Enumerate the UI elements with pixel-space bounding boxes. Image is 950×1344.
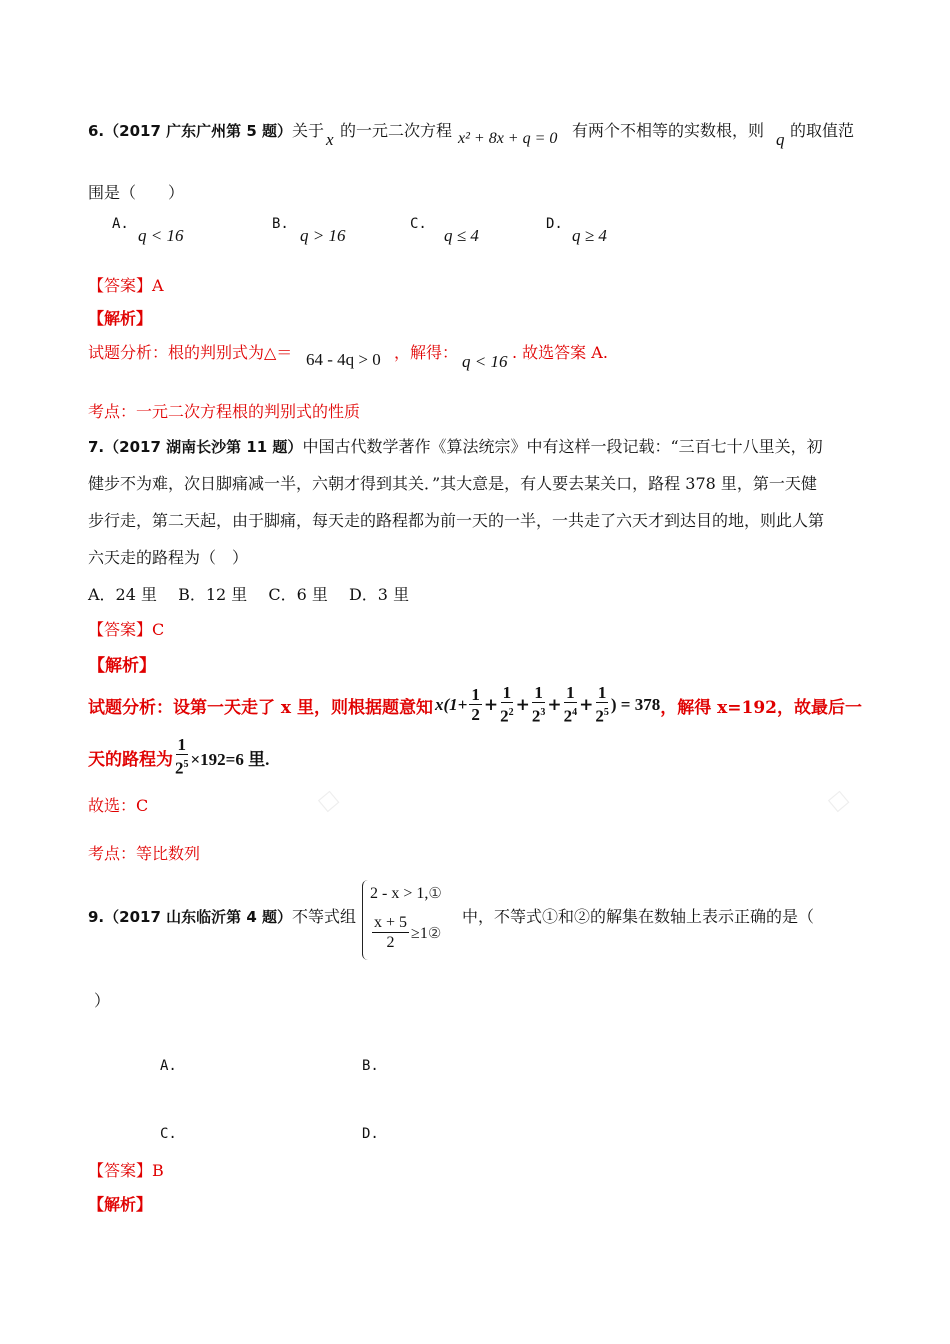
q6-text2: 的一元二次方程 (340, 121, 453, 140)
q7-options: A．24 里 B．12 里 C．6 里 D．3 里 (88, 585, 410, 604)
q6-solution-text3: . 故选答案 A. (512, 343, 608, 362)
plus-sign: + (483, 695, 499, 715)
q6-text5: 围是（ ） (88, 183, 185, 202)
q9-text2: 中，不等式①和②的解集在数轴上表示正确的是（ (462, 907, 815, 926)
q9-answer: 【答案】B (88, 1161, 164, 1180)
q7-frac-3: $\frac{1}{2^3}$ (531, 682, 546, 726)
q6-option-b-label: B. (272, 216, 289, 232)
q7-kaodian: 考点：等比数列 (88, 844, 201, 863)
q6-line1 (88, 118, 324, 141)
q9-line1 (88, 904, 356, 927)
q9-heading: 9.（2017 山东临沂第 4 题） (88, 908, 292, 926)
q6-solution-text: 试题分析：根的判别式为△＝ (88, 343, 293, 362)
q7-solution-text2: ，解得 x=192，故最后一 (660, 697, 862, 718)
q6-text: 关于 (292, 121, 325, 140)
q7-solution-text4: ×192=6 里. (190, 749, 270, 769)
q6-text4: 的取值范 (790, 121, 855, 140)
q6-option-b: q > 16 (300, 226, 346, 245)
plus-sign: + (547, 695, 562, 715)
q7-frac-1: $\frac{1}{2}$ (471, 684, 480, 724)
q7-eq-lead: x(1+ (434, 695, 468, 714)
q7-line3: 步行走，第二天起，由于脚痛，每天走的路程都为前一天的一半，一共走了六天才到达目的地，则此人第 (88, 511, 825, 530)
q7-eq-tail: ) = 378 (610, 695, 661, 714)
q9-ineq1: 2 - x > 1,① (370, 885, 442, 902)
q6-solution-text2: ，解得： (394, 343, 459, 362)
q7-solution-text: 试题分析：设第一天走了 x 里，则根据题意知 (88, 697, 433, 718)
q6-solution-expr1: 64 - 4q > 0 (306, 350, 381, 369)
plus-sign: + (579, 695, 594, 715)
q6-text3: 有两个不相等的实数根，则 (572, 121, 765, 140)
q9-option-a: A. (160, 1058, 177, 1074)
q6-option-d: q ≥ 4 (572, 226, 607, 245)
q7-heading: 7.（2017 湖南长沙第 11 题） (88, 438, 303, 456)
q7-text1: 中国古代数学著作《算法统宗》中有这样一段记载：“三百七十八里关，初 (302, 437, 823, 456)
q6-equation: x² + 8x + q = 0 (458, 130, 558, 147)
q9-analysis-tag: 【解析】 (88, 1195, 153, 1214)
q6-solution-expr2: q < 16 (462, 352, 508, 371)
q7-frac-5: $\frac{1}{2^5}$ (595, 682, 609, 726)
plus-sign: + (515, 695, 530, 715)
q7-guxuan: 故选：C (88, 796, 149, 815)
watermark-mark: □ (312, 784, 343, 816)
q7-solution-text3: 天的路程为 (88, 749, 173, 770)
q7-line1 (88, 434, 823, 457)
q6-option-a: q < 16 (138, 226, 184, 245)
q7-solution-line2 (88, 734, 269, 780)
q9-option-c: C. (160, 1126, 177, 1142)
q7-final-frac: $\frac{1}{2^5}$ (175, 734, 189, 778)
q9-close: ） (94, 991, 111, 1010)
q7-frac-4: $\frac{1}{2^4}$ (563, 682, 578, 726)
q9-option-b: B. (362, 1058, 379, 1074)
q7-frac-2: $\frac{1}{2^2}$ (500, 682, 514, 726)
watermark-mark: □ (822, 784, 853, 816)
q6-option-a-label: A. (112, 216, 129, 232)
q7-analysis-tag: 【解析】 (88, 656, 156, 676)
q6-kaodian: 考点：一元二次方程根的判别式的性质 (88, 402, 361, 421)
q6-var-q: q (776, 130, 785, 149)
q9-brace (362, 880, 369, 960)
q9-text1: 不等式组 (292, 907, 357, 926)
q7-line2: 健步不为难，次日脚痛减一半，六朝才得到其关．”其大意是，有人要去某关口，路程 378 里，第一天健 (88, 474, 817, 493)
q7-answer: 【答案】C (88, 620, 165, 639)
q6-analysis-tag: 【解析】 (88, 309, 153, 328)
q6-answer: 【答案】A (88, 276, 164, 295)
q7-line4: 六天走的路程为（ ） (88, 548, 249, 567)
q6-var-x: x (326, 130, 334, 149)
q7-solution-line1 (88, 682, 862, 728)
q6-option-d-label: D. (546, 216, 563, 232)
q9-option-d: D. (362, 1126, 379, 1142)
q6-option-c-label: C. (410, 216, 427, 232)
q6-heading: 6.（2017 广东广州第 5 题） (88, 122, 292, 140)
q6-option-c: q ≤ 4 (444, 226, 479, 245)
q7-equation (435, 684, 660, 727)
q9-ineq2: $\frac{x + 5}{2}$ ≥1 ② (374, 914, 442, 951)
